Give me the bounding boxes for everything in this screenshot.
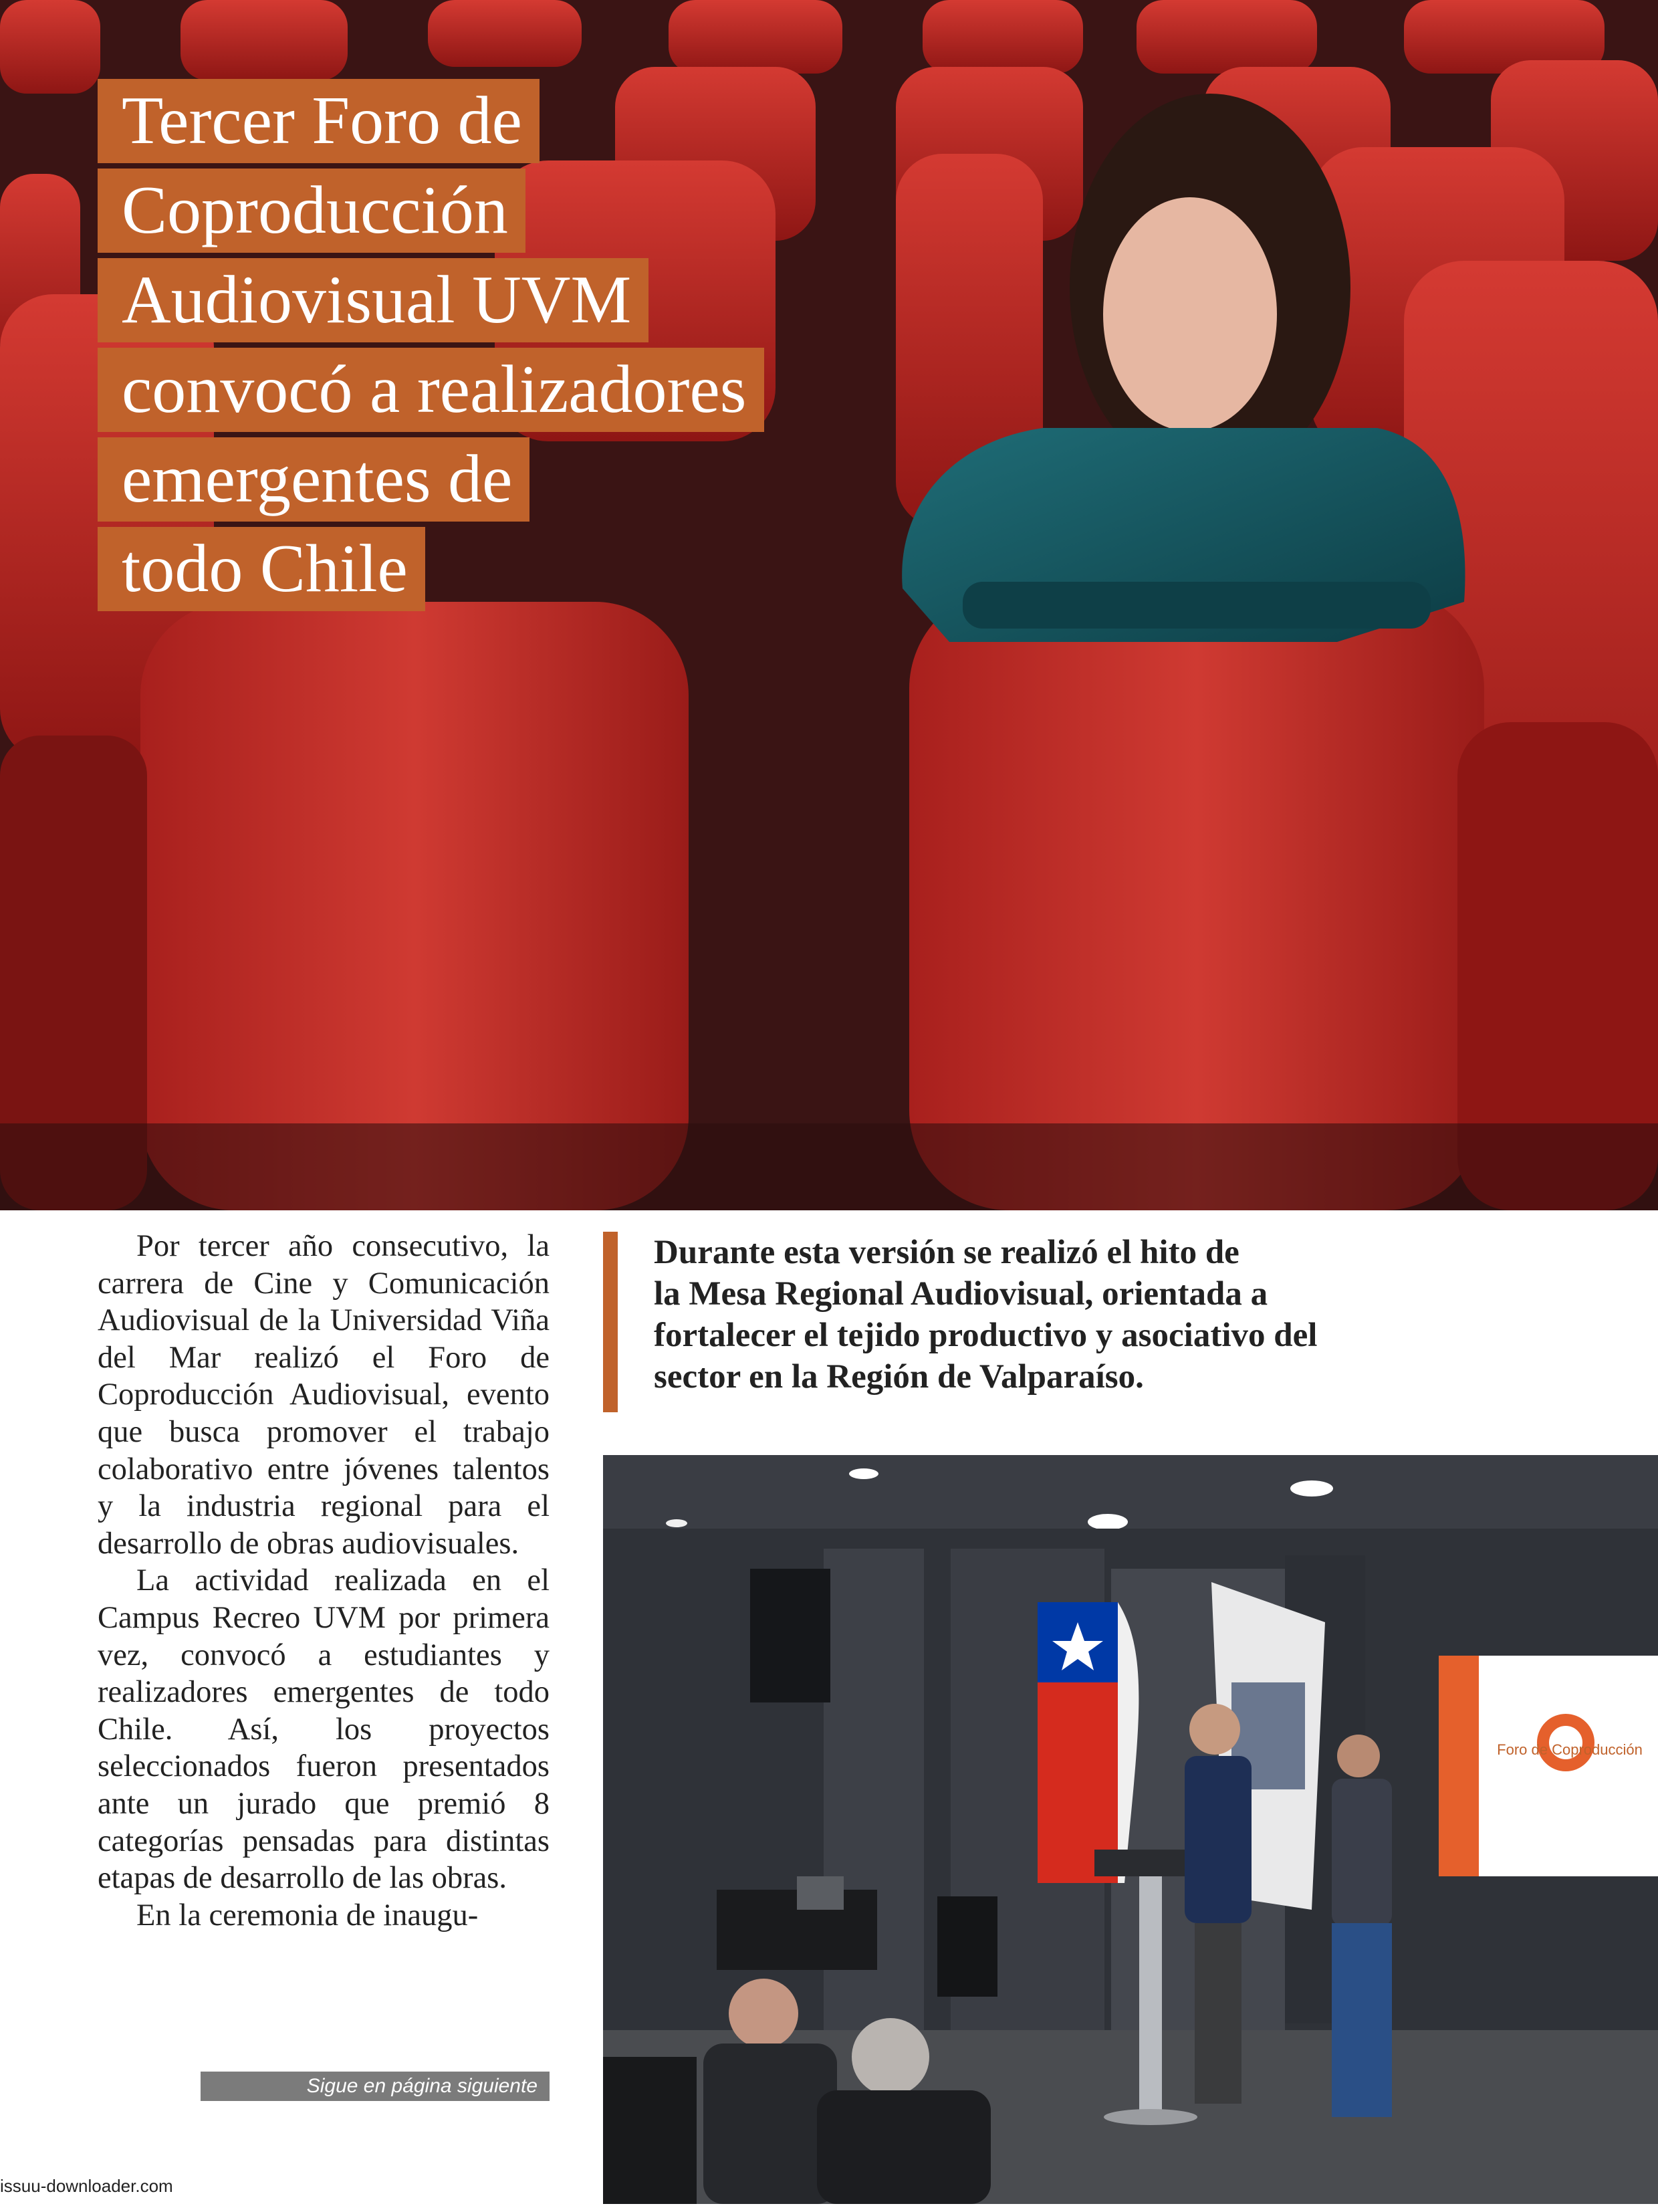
pull-quote-line: la Mesa Regional Audiovisual, orientada a [654,1275,1268,1313]
pull-quote-line: sector en la Región de Valparaíso. [654,1358,1144,1396]
continue-label[interactable]: Sigue en página siguiente [201,2072,550,2101]
body-paragraph: Por tercer año consecutivo, la carrera de Cine y Comunicación Audiovisual de la Universidad Viña del Mar realizó el Foro de Coproducción Audiovisual, evento que busca promover el trabajo colaborativo entre jóvenes talentos y la industria regional para el desarrollo de obras audiovisuales. [98,1229,550,1561]
article-body [98,1228,550,1934]
article-title [98,79,764,617]
body-paragraph: En la ceremonia de inaugu- [136,1898,479,1932]
pull-quote-text [654,1232,1603,1398]
title-line: Coproducción [98,169,525,253]
stage-illustration [603,1455,1658,2204]
title-line: todo Chile [98,527,425,611]
title-line: Audiovisual UVM [98,258,648,342]
screen-brand-text: Foro de Coproducción [1497,1741,1643,1758]
title-line: convocó a realizadores [98,348,764,432]
pull-quote-line: fortalecer el tejido productivo y asociativo del [654,1317,1318,1354]
title-line: emergentes de [98,437,529,522]
pull-quote-line: Durante esta versión se realizó el hito de [654,1234,1239,1271]
pull-quote-accent-bar [603,1232,618,1412]
title-line: Tercer Foro de [98,79,540,163]
body-paragraph: La actividad realizada en el Campus Recreo UVM por primera vez, convocó a estudiantes y realizadores emergentes de todo Chile. Así, los proyectos seleccionados fueron presentados ante un jurado que premió 8 categorías pensadas para distintas etapas de desarrollo de las obras. [98,1563,550,1896]
footer-watermark[interactable]: issuu-downloader.com [0,2176,173,2196]
event-photo [603,1455,1658,2204]
